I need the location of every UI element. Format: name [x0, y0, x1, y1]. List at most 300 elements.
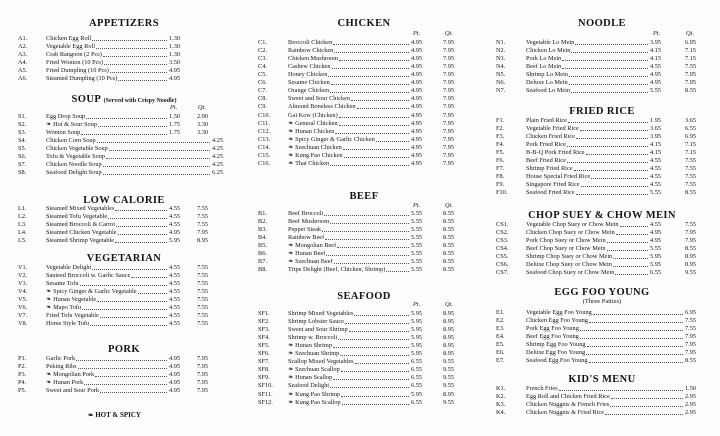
dot-leader [322, 231, 409, 232]
menu-item-row [258, 112, 470, 120]
item-code: S1. [18, 113, 27, 120]
item-code: F9. [496, 181, 505, 189]
item-code: V5. [18, 296, 28, 304]
item-name [288, 71, 327, 79]
dot-leader [103, 174, 210, 175]
dot-leader [86, 118, 167, 119]
item-name [46, 67, 109, 75]
item-name-text: Chicken Corn Soup [46, 137, 96, 145]
menu-item-row [496, 117, 708, 125]
menu-item-row [18, 371, 230, 379]
chili-pepper-icon: ❧ [288, 342, 296, 350]
quart-price: 3.30 [196, 121, 208, 128]
pint-price: 6.55 [410, 398, 422, 406]
dot-leader [328, 76, 409, 77]
item-name [288, 342, 332, 350]
item-code: CS1. [496, 221, 509, 228]
item-code: V1. [18, 264, 28, 271]
item-name-text: Szechuan Shrimp [295, 350, 340, 358]
pint-price: 4.95 [168, 371, 180, 379]
item-code: SF10. [258, 382, 273, 390]
dot-leader [106, 158, 210, 159]
item-name [526, 245, 606, 253]
menu-item-row [258, 399, 470, 407]
pint-price: 4.55 [168, 221, 180, 229]
item-name-text: Chicken Fried Rice [526, 133, 575, 141]
menu-item-row [258, 334, 470, 342]
menu-item-row [258, 47, 470, 55]
section-title-text: NOODLE [578, 18, 626, 29]
item-name [526, 39, 574, 47]
item-name [46, 296, 96, 304]
item-name [288, 358, 354, 366]
item-code: P3. [18, 371, 27, 379]
item-code: V8. [18, 320, 28, 328]
item-name [526, 141, 566, 149]
dot-leader [571, 52, 648, 53]
item-name-text: Steamed Broccoli & Carrot [46, 221, 116, 229]
menu-item-row [18, 75, 230, 83]
item-code: N3. [496, 55, 506, 63]
item-name-text: Sweet and Sour Chicken [288, 95, 351, 103]
item-name [526, 341, 586, 349]
menu-item-row [18, 145, 230, 153]
menu-item-row [18, 221, 230, 229]
quart-price: 6.95 [684, 309, 696, 316]
item-code: B5. [258, 242, 267, 250]
item-name [526, 221, 619, 229]
dot-leader [610, 406, 683, 407]
item-name-text: Scallop Mixed Vegetables [288, 358, 354, 366]
section-title-text: LOW CALORIE [83, 195, 165, 206]
section-note: (Served with Crispy Noodle) [103, 98, 177, 104]
menu-item-row [258, 128, 470, 136]
dot-leader [589, 322, 683, 323]
menu-item-row [496, 149, 708, 157]
dot-leader [100, 392, 167, 393]
item-name-text: Seafood Egg Foo Young [526, 357, 588, 365]
section-title-chicken [258, 18, 470, 30]
quart-price: 8.95 [196, 237, 208, 245]
pint-price: 5.55 [410, 234, 422, 242]
dot-leader [589, 362, 683, 363]
menu-item-row [18, 288, 230, 296]
quart-column-header: Qt. [686, 30, 694, 37]
dot-leader [97, 301, 167, 302]
item-code: K1. [496, 385, 506, 392]
menu-item-row [258, 39, 470, 47]
dot-leader [576, 138, 648, 139]
quart-price: 7.95 [442, 71, 454, 79]
item-name [526, 357, 588, 365]
quart-price: 7.15 [684, 141, 696, 149]
item-code: V4. [18, 288, 28, 296]
quart-price: 8.55 [684, 357, 696, 365]
dot-leader [339, 117, 409, 118]
item-code: K4. [496, 409, 506, 417]
quart-price: 7.15 [684, 55, 696, 63]
item-name [46, 264, 91, 272]
item-code: N5. [496, 71, 506, 79]
item-code: E4. [496, 333, 505, 341]
dot-leader [340, 355, 409, 356]
item-name [526, 173, 590, 181]
menu-item-row [496, 63, 708, 71]
quart-price: 7.55 [196, 280, 208, 288]
pint-price: 4.95 [410, 103, 422, 111]
menu-item-row [258, 79, 470, 87]
pint-price: 3.95 [649, 39, 661, 46]
item-name-text: Shrimp Mixed Vegetables [288, 310, 354, 317]
menu-item-row [258, 242, 470, 250]
item-code: C1. [258, 39, 267, 46]
dot-leader [82, 309, 167, 310]
item-name-text: Sesame Chicken [288, 79, 330, 87]
quart-price: 6.55 [684, 125, 696, 132]
item-name-text: Chicken Chop Suey or Chow Mein [526, 229, 615, 237]
dot-leader [95, 376, 167, 377]
item-name-text: Hunan Beef [295, 250, 326, 258]
pint-column-header: Pt. [413, 202, 421, 209]
pint-column-header: Pt. [413, 301, 421, 308]
dot-leader [586, 154, 648, 155]
item-name-text: Kung Pao Scallop [295, 398, 341, 406]
item-name [46, 320, 89, 328]
dot-leader [331, 84, 409, 85]
item-name [46, 153, 105, 161]
pint-price: 4.95 [649, 79, 661, 87]
pint-price: 6.55 [410, 382, 422, 390]
section-title-text: PORK [108, 344, 140, 355]
quart-price: 8.55 [684, 245, 696, 253]
item-name [288, 152, 343, 160]
dot-leader [575, 44, 648, 45]
item-name-text: Shrimp Lobster Sauce [288, 318, 344, 326]
item-name [288, 234, 324, 242]
item-code: F7. [496, 165, 505, 173]
item-name [526, 87, 570, 95]
quart-price: 8.55 [442, 250, 454, 258]
quart-price: 2.95 [684, 393, 696, 401]
item-name-text: Seafood Delight [288, 382, 330, 390]
quart-price: 7.55 [684, 165, 696, 173]
menu-item-row [496, 189, 708, 197]
dot-leader [615, 274, 648, 275]
item-code: A2. [18, 43, 28, 50]
pint-price: 6.55 [410, 358, 422, 366]
dot-leader [376, 141, 409, 142]
item-name [526, 393, 610, 401]
item-name-text: Hot & Sour Soup [53, 121, 97, 128]
pint-price: 5.95 [410, 334, 422, 342]
item-code: SF4. [258, 334, 270, 342]
item-name [46, 387, 99, 395]
chili-pepper-icon: ❧ [288, 151, 296, 159]
pint-price: 4.95 [168, 355, 180, 362]
item-name [46, 280, 79, 288]
chili-pepper-icon: ❧ [288, 159, 296, 167]
item-name [526, 229, 615, 237]
item-name-text: Beef Chop Suey or Chow Mein [526, 245, 606, 253]
item-code: S2. [18, 121, 27, 128]
dot-leader [326, 255, 409, 256]
item-name [288, 242, 336, 250]
section-title-text: APPETIZERS [89, 18, 159, 29]
menu-item-row [496, 125, 708, 133]
item-name-text: Pork Chop Suey or Chow Mein [526, 237, 606, 245]
pint-price: 4.55 [649, 157, 661, 165]
menu-item-row [258, 71, 470, 79]
item-name [526, 47, 570, 55]
pint-price: 5.95 [410, 326, 422, 334]
quart-price: 7.95 [196, 371, 208, 379]
pint-price: 4.95 [168, 379, 180, 387]
section-title-text: FRIED RICE [569, 106, 635, 117]
quart-price: 3.65 [684, 117, 696, 124]
menu-item-row [496, 79, 708, 87]
item-name [526, 237, 606, 245]
quart-price: 7.95 [442, 63, 454, 71]
item-name [526, 261, 612, 269]
item-code: V2. [18, 272, 28, 280]
item-code: C14. [258, 143, 271, 151]
item-name-text: Vegetable Egg Foo Young [526, 309, 592, 316]
item-name [46, 129, 80, 137]
pint-price: 4.55 [649, 181, 661, 189]
item-name-text: Garlic Pork [46, 355, 76, 362]
quart-price: 8.95 [442, 326, 454, 334]
quart-price: 7.95 [684, 79, 696, 87]
item-name [526, 165, 573, 173]
quart-price: 8.55 [442, 210, 454, 217]
item-name-text: Spicy Ginger & Garlic Chicken [295, 135, 375, 143]
pint-price: 4.55 [168, 213, 180, 221]
menu-item-row [496, 401, 708, 409]
menu-item-row [258, 152, 470, 160]
item-name-text: Home Style Tofu [46, 320, 90, 328]
item-name [288, 39, 332, 47]
item-name-text: Tripe Delight (Beef, Chicken, Shrimp) [288, 266, 386, 274]
item-code: B1. [258, 210, 267, 217]
quart-price: 4.25 [211, 137, 223, 145]
menu-item-row [258, 63, 470, 71]
item-name [46, 59, 103, 67]
dot-leader [118, 234, 167, 235]
chili-pepper-icon: ❧ [46, 121, 54, 128]
quart-price: 8.95 [442, 342, 454, 350]
quart-price: 7.55 [196, 320, 208, 328]
item-code: N6. [496, 79, 506, 87]
item-name [288, 128, 334, 136]
dot-leader [116, 226, 167, 227]
dot-leader [330, 387, 409, 388]
item-name [288, 266, 385, 274]
pint-price: 4.95 [410, 151, 422, 159]
chili-pepper-icon: ❧ [288, 127, 296, 135]
section-title-text: BEEF [349, 191, 379, 202]
item-code: CS2. [496, 229, 509, 237]
item-code: C12. [258, 127, 271, 135]
menu-item-row [496, 317, 708, 325]
item-name [526, 253, 612, 261]
dot-leader [343, 149, 409, 150]
item-code: P1. [18, 355, 27, 362]
item-name-text: Seafood Delight Soup [46, 169, 102, 177]
menu-item-row [18, 363, 230, 371]
item-code: F10. [496, 189, 508, 197]
item-name-text: Sweet and Sour Shrimp [288, 326, 348, 334]
dot-leader [613, 258, 648, 259]
item-name-text: Shrimp Fried Rice [526, 165, 573, 173]
dot-leader [351, 100, 409, 101]
pint-price: 4.95 [410, 87, 422, 95]
item-code: SF12. [258, 398, 273, 406]
menu-item-row [496, 71, 708, 79]
item-name [526, 409, 604, 417]
menu-item-row [258, 342, 470, 350]
item-code: N7. [496, 87, 506, 95]
item-code: B7. [258, 258, 267, 266]
item-code: B8. [258, 266, 267, 274]
dot-leader [96, 48, 167, 49]
item-code: B3. [258, 226, 267, 234]
quart-price: 6.95 [684, 133, 696, 141]
item-name-text: Shrimp w. Broccoli [288, 334, 338, 342]
item-name-text: Beef Mushroom [288, 218, 330, 226]
chili-pepper-icon: ❧ [288, 143, 296, 151]
quart-price: 7.95 [442, 55, 454, 63]
item-name [526, 401, 609, 409]
item-name [526, 157, 566, 165]
item-code: N2. [496, 47, 506, 54]
chili-pepper-icon: ❧ [88, 412, 94, 419]
pint-price: 4.15 [649, 149, 661, 157]
section-title-text: CHICKEN [337, 18, 391, 29]
menu-item-row [18, 43, 230, 51]
item-code: CS7. [496, 269, 509, 277]
dot-leader [607, 250, 648, 251]
pint-price: 4.55 [168, 205, 180, 212]
quart-price: 8.55 [442, 242, 454, 250]
item-code: L4. [18, 229, 27, 237]
dot-leader [354, 315, 409, 316]
dot-leader [613, 266, 648, 267]
chili-pepper-icon: ❧ [46, 379, 54, 387]
item-name [46, 355, 75, 363]
item-code: F2. [496, 125, 505, 132]
dot-leader [80, 285, 167, 286]
menu-item-row [496, 165, 708, 173]
dot-leader [100, 317, 167, 318]
item-name-text: Beef Broccoli [288, 210, 324, 217]
item-code: A4. [18, 59, 28, 67]
item-name [46, 213, 107, 221]
quart-price: 7.55 [684, 63, 696, 71]
dot-leader [341, 371, 409, 372]
item-name-text: Kung Pao Shrimp [295, 390, 341, 398]
section-title-text: SOUP [71, 94, 101, 105]
section-title-seafood [258, 291, 470, 303]
item-name-text: Mongolian Pork [53, 371, 95, 379]
chili-pepper-icon: ❧ [288, 374, 296, 382]
item-name-text: Mongolian Beef [295, 242, 337, 250]
quart-price: 7.95 [684, 71, 696, 79]
dot-leader [355, 363, 409, 364]
item-name-text: House Special Fried Rice [526, 173, 591, 181]
pint-price: 4.95 [649, 71, 661, 79]
item-code: C9. [258, 103, 267, 111]
chili-pepper-icon: ❧ [288, 119, 296, 127]
menu-item-row [258, 326, 470, 334]
item-name [288, 136, 375, 144]
menu-item-row [18, 129, 230, 137]
pint-price: 4.55 [168, 272, 180, 280]
item-code: P2. [18, 363, 27, 371]
quart-price: 6.25 [211, 169, 223, 177]
item-name [288, 95, 350, 103]
item-name [46, 75, 117, 83]
menu-item-row [18, 121, 230, 129]
item-code: L1. [18, 205, 27, 212]
item-name-text: Steamed Tofu Vegetable [46, 213, 108, 221]
pint-price: 1.30 [168, 51, 180, 59]
menu-item-row [18, 205, 230, 213]
item-code: A6. [18, 75, 28, 83]
menu-item-row [18, 59, 230, 67]
menu-item-row [496, 181, 708, 189]
item-name [526, 385, 558, 393]
pint-price: 4.95 [649, 229, 661, 237]
pint-price: 4.55 [168, 296, 180, 304]
quart-price: 8.95 [684, 261, 696, 269]
item-name-text: Pork Lo Mein [526, 55, 562, 63]
item-name [288, 112, 338, 120]
quart-price: 8.55 [684, 87, 696, 95]
pint-price: 3.50 [168, 59, 180, 67]
item-name-text: Wonton Soup [46, 129, 81, 137]
dot-leader [330, 223, 409, 224]
dot-leader [335, 133, 409, 134]
item-name-text: B-B-Q Pork Fried Rice [526, 149, 585, 157]
chili-pepper-icon: ❧ [288, 350, 296, 358]
item-name-text: Hunan Shrimp [295, 342, 332, 350]
quart-price: 9.55 [684, 269, 696, 277]
item-name-text: Steamed Dumpling (10 Pcs) [46, 75, 118, 83]
item-code: SF8. [258, 366, 270, 374]
item-code: SF3. [258, 326, 270, 334]
item-code: B4. [258, 234, 267, 242]
menu-item-row [18, 137, 230, 145]
dot-leader [580, 130, 648, 131]
menu-item-row [258, 318, 470, 326]
quart-price: 7.55 [684, 181, 696, 189]
item-code: F1. [496, 117, 505, 124]
item-name-text: Fried Tofu Vegetable [46, 312, 99, 320]
item-code: E5. [496, 341, 505, 349]
menu-item-row [18, 229, 230, 237]
dot-leader [576, 194, 648, 195]
item-name-text: Vegetable Lo Mein [526, 39, 575, 46]
item-name-text: Thai Chicken [295, 159, 330, 167]
item-name [288, 55, 338, 63]
item-code: C4. [258, 63, 267, 71]
pint-price: 1.75 [168, 129, 180, 137]
menu-item-row [496, 357, 708, 365]
dot-leader [90, 325, 167, 326]
dot-leader [581, 186, 648, 187]
item-name [46, 169, 102, 177]
menu-item-row [258, 226, 470, 234]
